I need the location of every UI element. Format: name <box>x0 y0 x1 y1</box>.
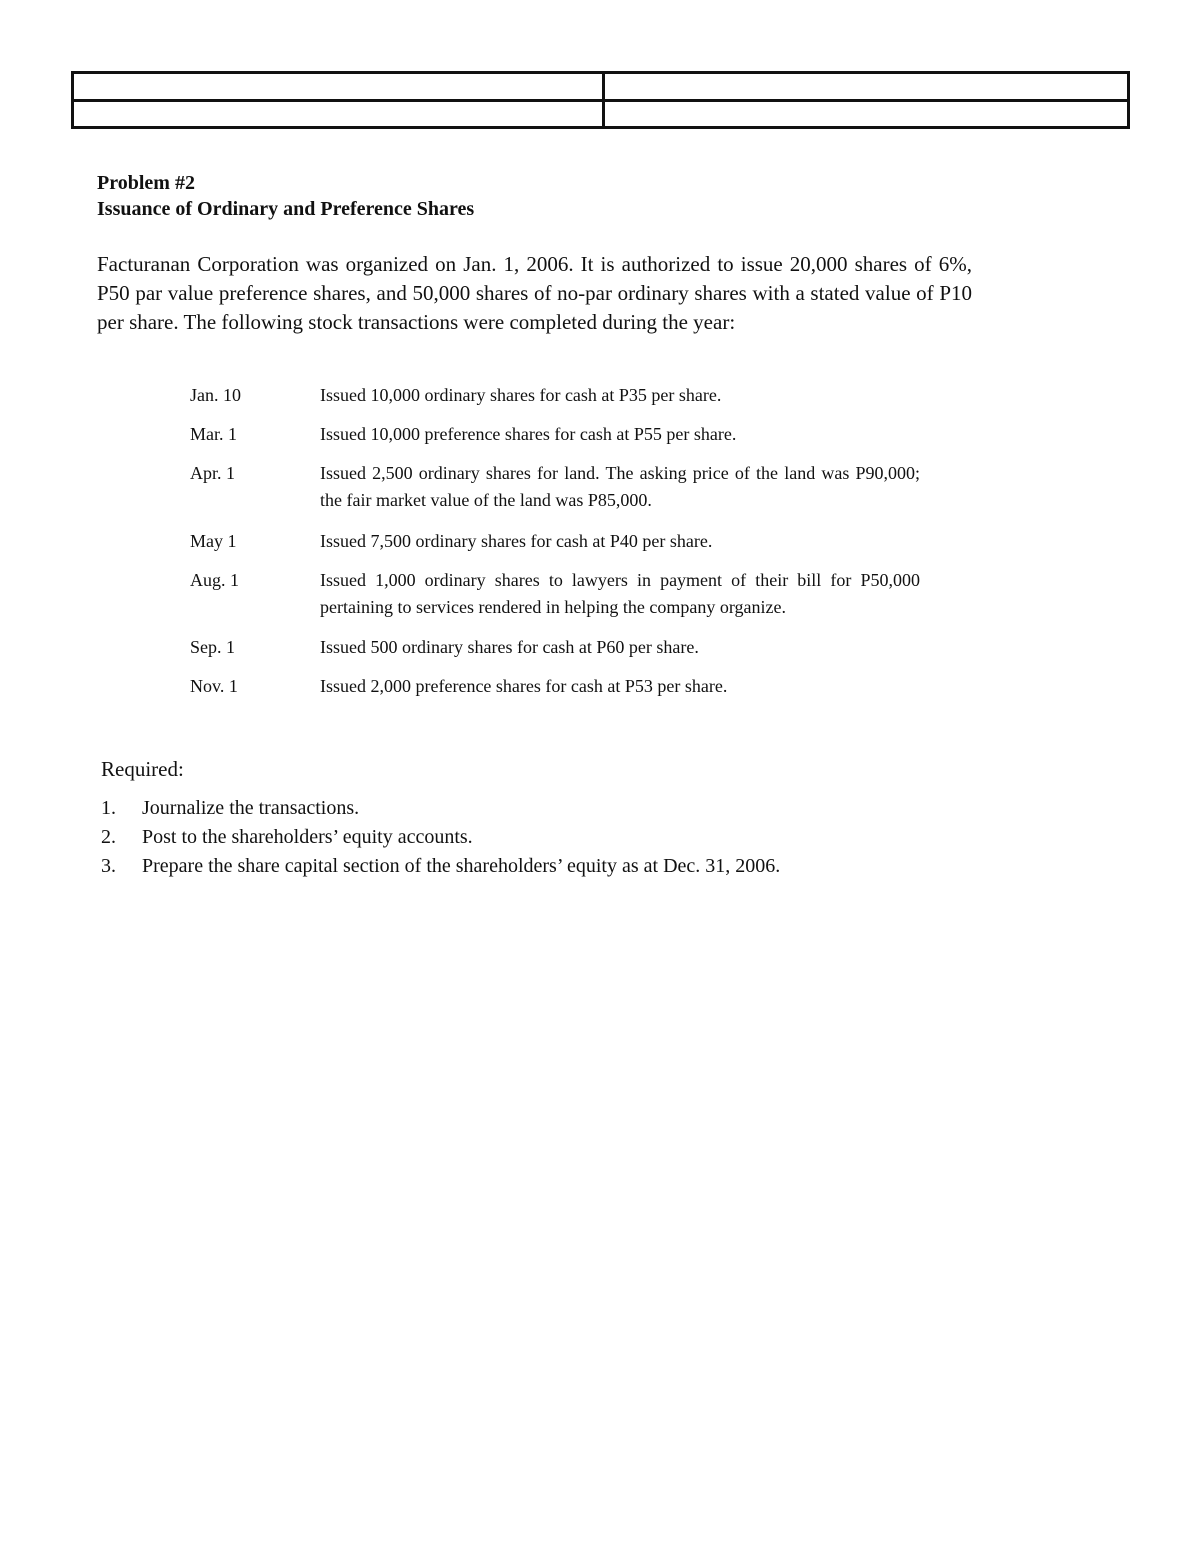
required-text: Journalize the transactions. <box>142 797 360 819</box>
transaction-description: Issued 2,000 preference shares for cash at P53 per share. <box>320 676 728 696</box>
transaction-item <box>190 634 920 661</box>
required-item <box>101 852 981 881</box>
required-item <box>101 823 981 852</box>
transaction-item <box>190 421 920 448</box>
required-text: Prepare the share capital section of the shareholders’ equity as at Dec. 31, 2006. <box>142 855 781 877</box>
required-number: 2. <box>101 826 116 848</box>
transaction-description: Issued 10,000 preference shares for cash at P55 per share. <box>320 424 737 444</box>
transaction-description: Issued 1,000 ordinary shares to lawyers in payment of their bill for P50,000 pertaining to services rendered in helping the company organize. <box>320 570 920 617</box>
transaction-list <box>190 382 920 700</box>
required-item <box>101 794 981 823</box>
transaction-date: Aug. 1 <box>190 570 239 590</box>
header-row <box>73 73 1129 101</box>
header-row <box>73 100 1129 128</box>
required-text: Post to the shareholders’ equity accounts. <box>142 826 473 848</box>
transaction-date: Sep. 1 <box>190 637 235 657</box>
transaction-item <box>190 567 920 621</box>
transaction-description: Issued 2,500 ordinary shares for land. The asking price of the land was P90,000; the fair market value of the land was P85,000. <box>320 463 920 510</box>
transaction-item <box>190 460 920 514</box>
transaction-date: May 1 <box>190 531 237 551</box>
problem-title: Issuance of Ordinary and Preference Shares <box>97 198 475 220</box>
transaction-date: Jan. 10 <box>190 385 241 405</box>
transaction-description: Issued 10,000 ordinary shares for cash at P35 per share. <box>320 385 722 405</box>
header-cell <box>73 73 604 101</box>
header-cell <box>604 73 1129 101</box>
transaction-description: Issued 7,500 ordinary shares for cash at P40 per share. <box>320 531 713 551</box>
transaction-date: Nov. 1 <box>190 676 238 696</box>
transaction-item <box>190 528 920 555</box>
required-list <box>101 794 981 881</box>
problem-number: Problem #2 <box>97 172 195 194</box>
header-cell <box>73 100 604 128</box>
required-number: 3. <box>101 855 116 877</box>
header-table <box>71 71 1130 129</box>
transaction-date: Apr. 1 <box>190 463 235 483</box>
transaction-item <box>190 673 920 700</box>
header-cell <box>604 100 1129 128</box>
required-label: Required: <box>101 757 184 781</box>
problem-intro: Facturanan Corporation was organized on Jan. 1, 2006. It is authorized to issue 20,000 shares of 6%, P50 par value preference shares, and 50,000 shares of no-par ordinary shares with a stated value of P10 per share. The following stock transactions were completed during the year: <box>97 252 972 334</box>
transaction-description: Issued 500 ordinary shares for cash at P60 per share. <box>320 637 699 657</box>
transaction-item <box>190 382 920 409</box>
required-number: 1. <box>101 797 116 819</box>
transaction-date: Mar. 1 <box>190 424 237 444</box>
